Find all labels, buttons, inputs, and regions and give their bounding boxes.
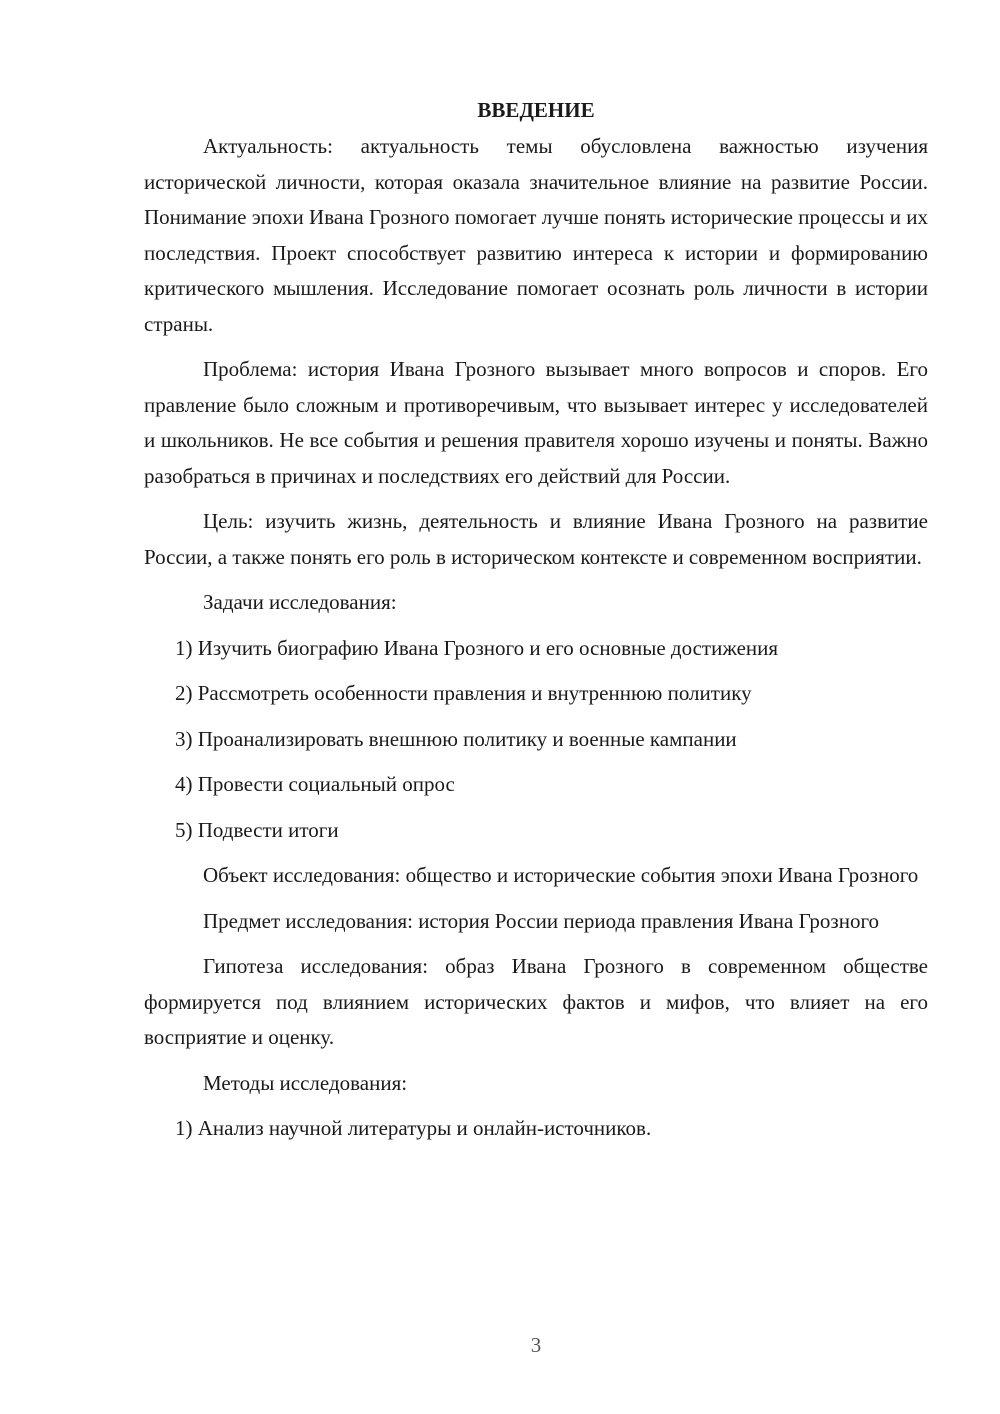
list-item: 1) Изучить биографию Ивана Грозного и его основные достижения xyxy=(175,635,779,660)
subject-paragraph: Предмет исследования: история России периода правления Ивана Грозного xyxy=(203,908,880,933)
goal-paragraph: Цель: изучить жизнь, деятельность и влияние Ивана Грозного на развитие России, а также понять его роль в историческом контексте и современном восприятии. xyxy=(144,509,928,569)
object-paragraph: Объект исследования: общество и исторические события эпохи Ивана Грозного xyxy=(203,863,919,887)
tasks-list xyxy=(144,631,928,849)
methods-title: Методы исследования: xyxy=(203,1070,408,1095)
hypothesis-paragraph: Гипотеза исследования: образ Ивана Грозного в современном обществе формируется под влиянием исторических фактов и мифов, что влияет на его восприятие и оценку. xyxy=(144,954,928,1049)
list-item: 5) Подвести итоги xyxy=(175,817,339,842)
list-item: 1) Анализ научной литературы и онлайн-источников. xyxy=(175,1116,652,1140)
methods-list xyxy=(144,1111,928,1147)
page-content xyxy=(144,93,928,1157)
tasks-title: Задачи исследования: xyxy=(203,590,397,614)
page-number: 3 xyxy=(530,1333,542,1357)
section-heading: ВВЕДЕНИЕ xyxy=(477,98,595,122)
list-item: 3) Проанализировать внешнюю политику и военные кампании xyxy=(175,726,737,751)
relevance-paragraph: Актуальность: актуальность темы обусловлена важностью изучения исторической личности, которая оказала значительное влияние на развитие России. Понимание эпохи Ивана Грозного помогает лучше понять исторические процессы и их последствия. Проект способствует развитию интереса к истории и формированию критического мышления. Исследование помогает осознать роль личности в истории страны. xyxy=(144,134,928,336)
problem-paragraph: Проблема: история Ивана Грозного вызывает много вопросов и споров. Его правление было сложным и противоречивым, что вызывает интерес у исследователей и школьников. Не все события и решения правителя хорошо изучены и поняты. Важно разобраться в причинах и последствиях его действий для России. xyxy=(144,357,928,488)
list-item: 4) Провести социальный опрос xyxy=(175,772,455,796)
list-item: 2) Рассмотреть особенности правления и внутреннюю политику xyxy=(175,681,752,705)
